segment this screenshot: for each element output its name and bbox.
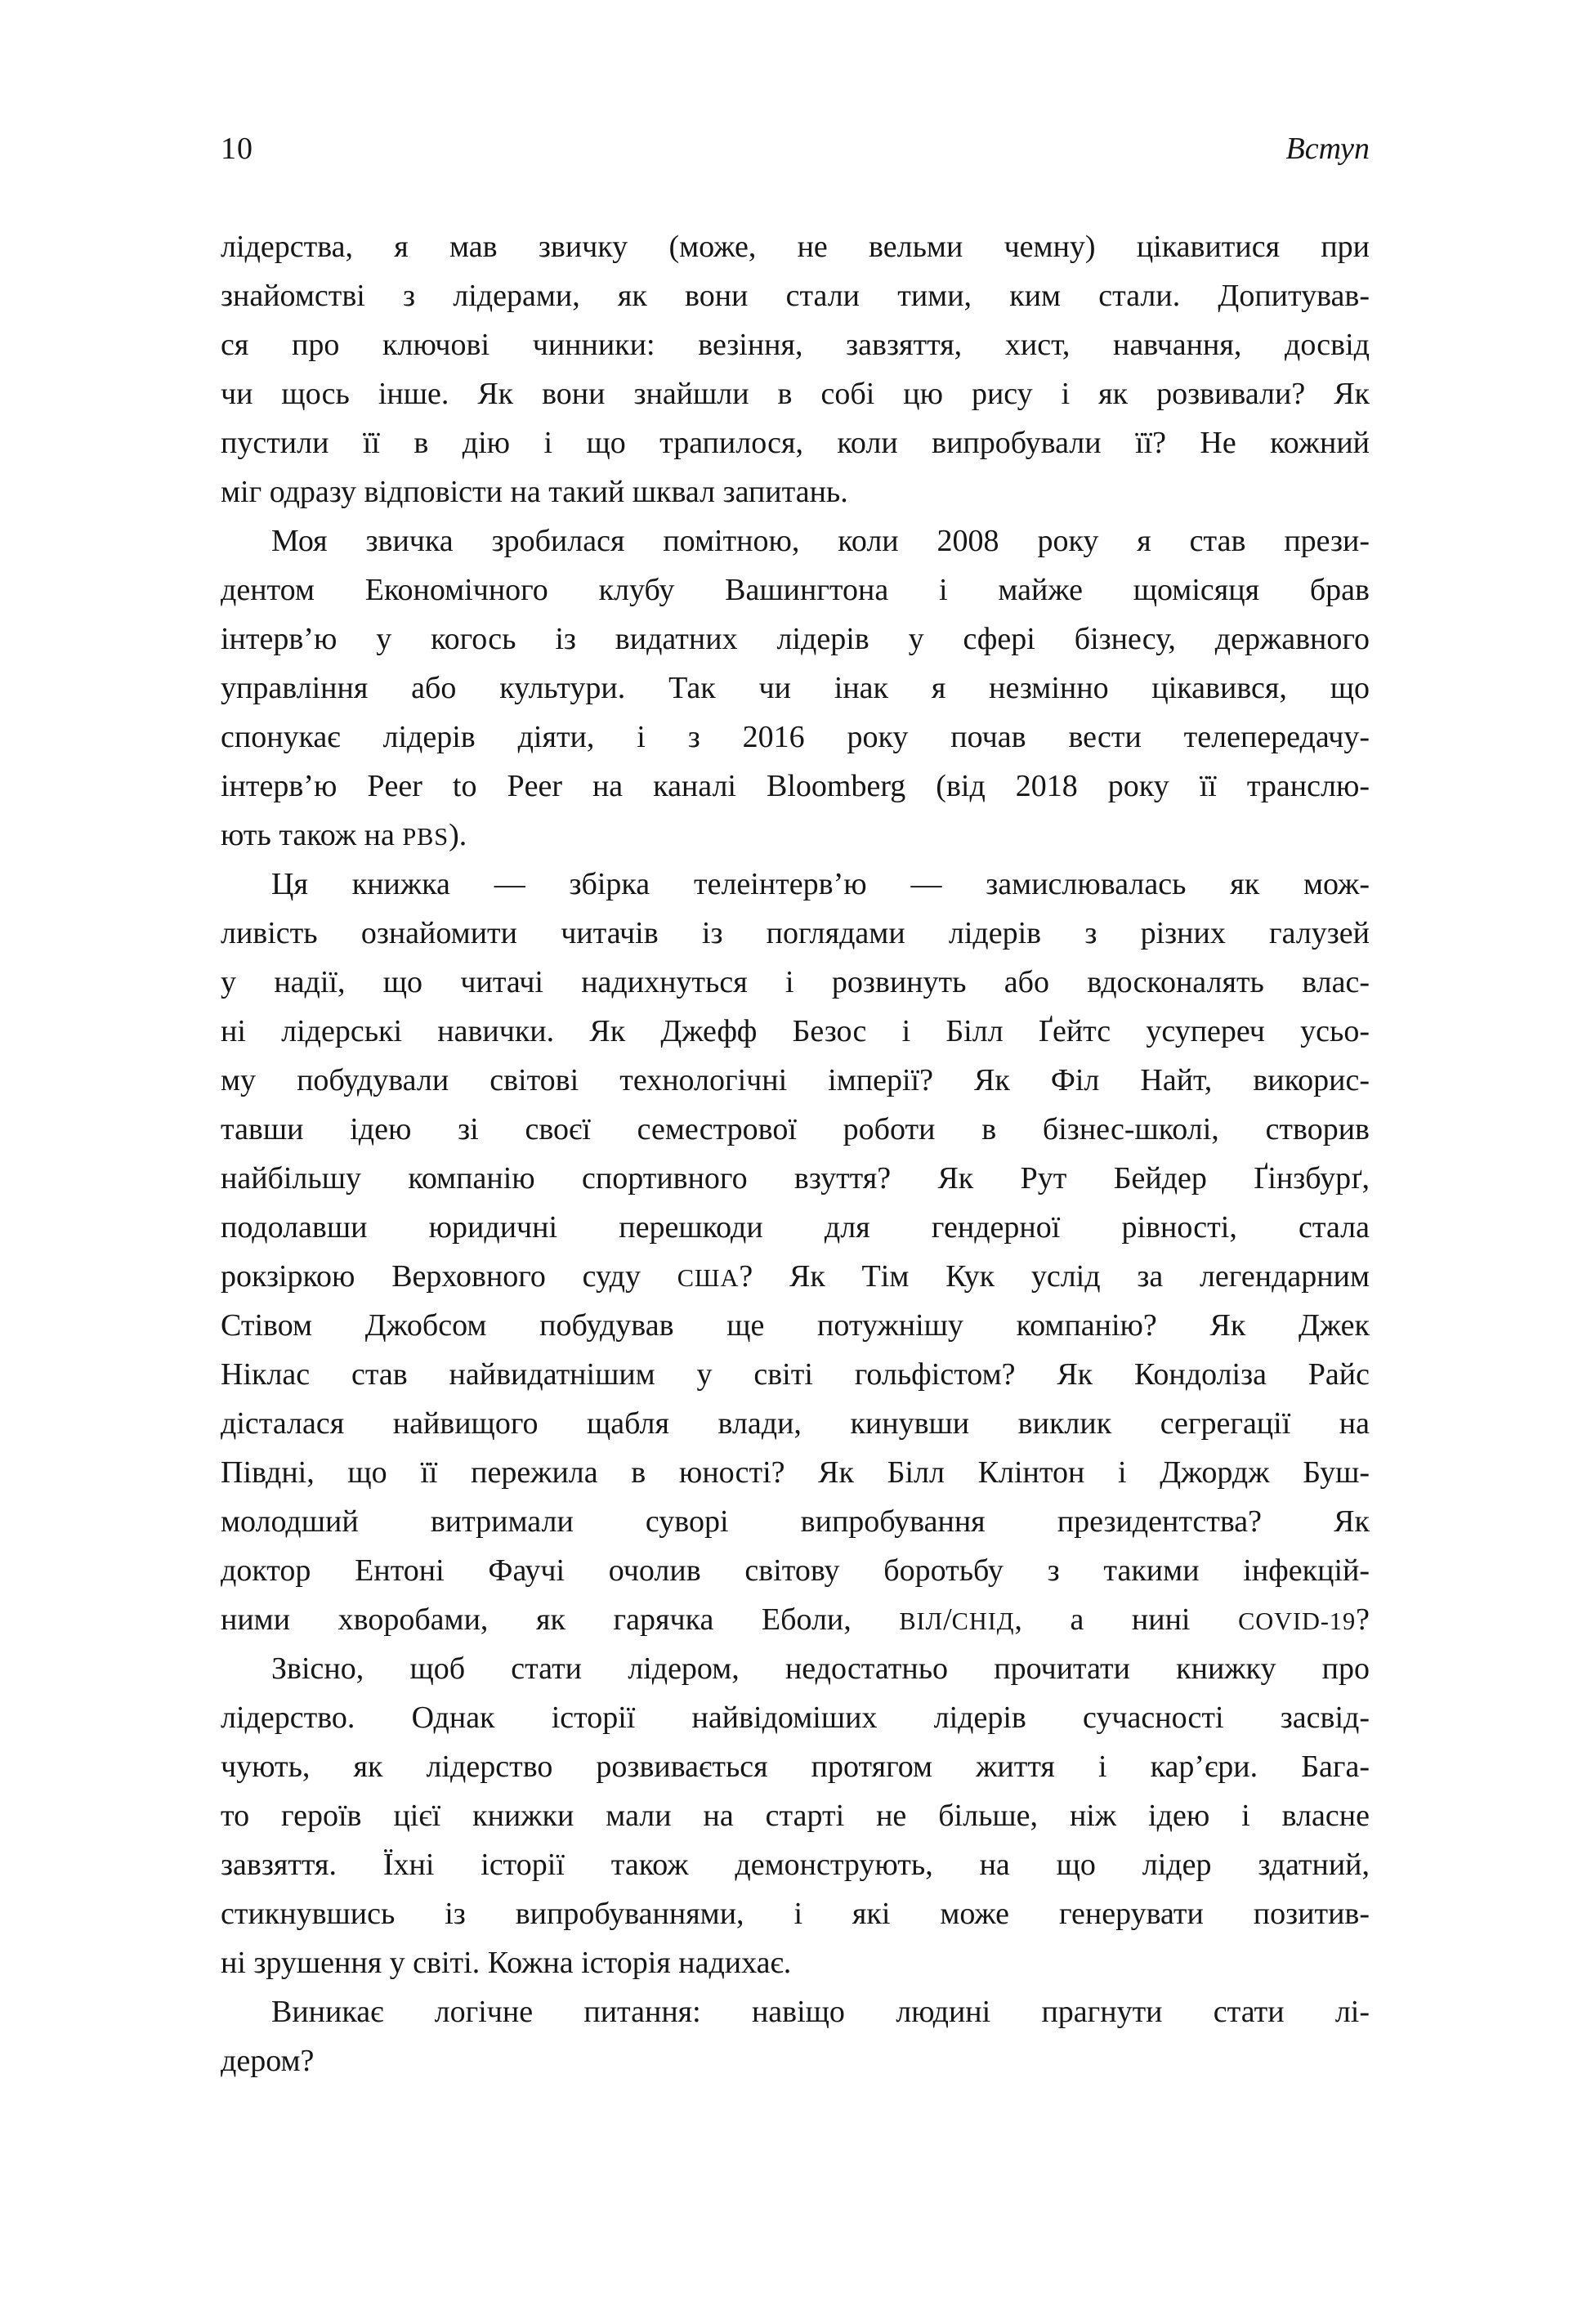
text-line: Моя звичка зробилася помітною, коли 2008 року я став прези- [271,524,1370,558]
text-line: ся про ключові чинники: везіння, завзяття, хист, навчання, досвід [221,328,1370,362]
text-line: Виникає логічне питання: навіщо людині прагнути стати лі- [271,1995,1370,2029]
paragraph [221,860,1370,1644]
text-line: міг одразу відповісти на такий шквал запитань. [221,475,848,509]
text-line: тавши ідею зі своєї семестрової роботи в бізнес-школі, створив [221,1112,1370,1146]
paragraph [221,222,1370,516]
text-line: рокзіркою Верховного суду США? Як Тім Кук услід за легендарним [221,1259,1370,1294]
text-line: управління або культури. Так чи інак я незмінно цікавився, що [221,671,1370,705]
text-line: Ця книжка — збірка телеінтерв’ю — замислювалась як мож- [271,867,1370,901]
text-line: лідерство. Однак історії найвідоміших лідерів сучасності засвід- [221,1701,1370,1735]
page-number: 10 [221,132,253,166]
text-line: найбільшу компанію спортивного взуття? Як Рут Бейдер Ґінзбурґ, [221,1161,1370,1196]
text-line: лідерства, я мав звичку (може, не вельми чемну) цікавитися при [221,230,1370,264]
text-line: стикнувшись із випробуваннями, і які може генерувати позитив- [221,1897,1370,1931]
text-line: Ніклас став найвидатнішим у світі гольфістом? Як Кондоліза Райс [221,1357,1370,1392]
text-line: подолавши юридичні перешкоди для гендерної рівності, стала [221,1210,1370,1245]
text-line: ні зрушення у світі. Кожна історія надихає. [221,1946,792,1980]
text-line: доктор Ентоні Фаучі очолив світову боротьбу з такими інфекцій- [221,1553,1370,1588]
text-line: завзяття. Їхні історії також демонструють, на що лідер здатний, [221,1848,1370,1882]
page-header [221,131,1370,167]
text-line: Звісно, щоб стати лідером, недостатньо прочитати книжку про [271,1651,1370,1686]
text-line: дером? [221,2044,315,2078]
text-line: дентом Економічного клубу Вашингтона і майже щомісяця брав [221,573,1370,607]
text-line: Стівом Джобсом побудував ще потужнішу компанію? Як Джек [221,1308,1370,1343]
text-line: ють також на PBS). [221,818,467,852]
paragraph [221,1644,1370,1987]
text-line: му побудували світові технологічні імперії? Як Філ Найт, викорис- [221,1063,1370,1097]
text-line: у надії, що читачі надихнуться і розвинуть або вдосконалять влас- [221,965,1370,999]
text-line: інтерв’ю у когось із видатних лідерів у сфері бізнесу, державного [221,622,1370,656]
body-text [221,222,1370,2085]
text-line: інтерв’ю Peer to Peer на каналі Bloomberg (від 2018 року її транслю- [221,769,1370,803]
paragraph [221,516,1370,860]
text-line: знайомстві з лідерами, як вони стали тими, ким стали. Допитував- [221,279,1370,313]
paragraph [221,1987,1370,2085]
text-line: чують, як лідерство розвивається протягом життя і кар’єри. Бага- [221,1750,1370,1784]
text-line: ливість ознайомити читачів із поглядами лідерів з різних галузей [221,916,1370,950]
text-line: молодший витримали суворі випробування президентства? Як [221,1504,1370,1539]
text-line: дісталася найвищого щабля влади, кинувши виклик сегрегації на [221,1406,1370,1441]
text-line: чи щось інше. Як вони знайшли в собі цю рису і як розвивали? Як [221,377,1370,411]
text-line: пустили її в дію і що трапилося, коли випробували її? Не кожний [221,426,1370,460]
text-line: Півдні, що її пережила в юності? Як Білл Клінтон і Джордж Буш- [221,1455,1370,1490]
text-line: ними хворобами, як гарячка Еболи, ВІЛ/СНІД, а нині COVID-19? [221,1602,1370,1637]
text-line: то героїв цієї книжки мали на старті не більше, ніж ідею і власне [221,1799,1370,1833]
running-head: Вступ [1285,132,1370,166]
text-line: спонукає лідерів діяти, і з 2016 року почав вести телепередачу- [221,720,1370,754]
text-line: ні лідерські навички. Як Джефф Безос і Білл Ґейтс усупереч усьо- [221,1014,1370,1048]
